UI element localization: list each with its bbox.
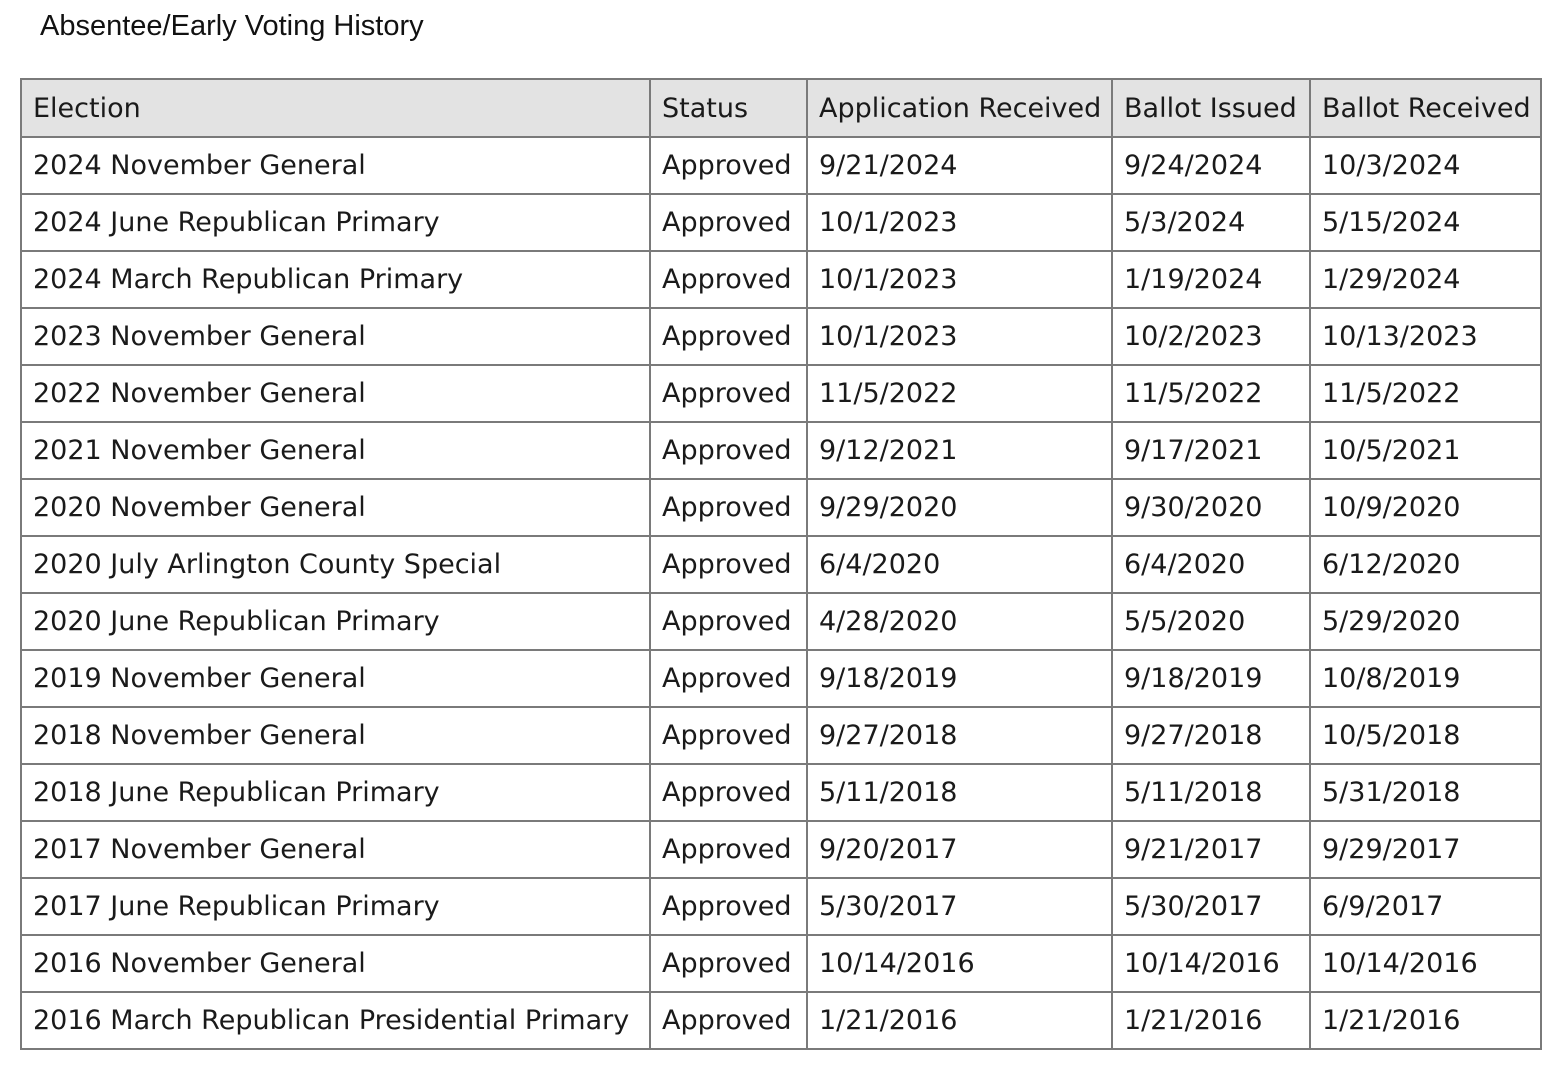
- cell-ballot-issued: 5/3/2024: [1112, 194, 1310, 251]
- cell-status: Approved: [650, 251, 807, 308]
- cell-ballot-received: 1/29/2024: [1310, 251, 1541, 308]
- column-header-status: Status: [650, 79, 807, 137]
- cell-status: Approved: [650, 137, 807, 194]
- cell-election: 2016 November General: [21, 935, 650, 992]
- cell-application-received: 9/18/2019: [807, 650, 1112, 707]
- cell-ballot-received: 5/15/2024: [1310, 194, 1541, 251]
- table-row: [21, 365, 1541, 422]
- cell-application-received: 1/21/2016: [807, 992, 1112, 1049]
- cell-election: 2018 June Republican Primary: [21, 764, 650, 821]
- cell-ballot-issued: 10/2/2023: [1112, 308, 1310, 365]
- table-row: [21, 194, 1541, 251]
- cell-ballot-issued: 1/21/2016: [1112, 992, 1310, 1049]
- cell-election: 2024 March Republican Primary: [21, 251, 650, 308]
- cell-election: 2017 June Republican Primary: [21, 878, 650, 935]
- cell-ballot-received: 9/29/2017: [1310, 821, 1541, 878]
- column-header-election: Election: [21, 79, 650, 137]
- cell-ballot-issued: 6/4/2020: [1112, 536, 1310, 593]
- cell-status: Approved: [650, 707, 807, 764]
- cell-application-received: 10/14/2016: [807, 935, 1112, 992]
- cell-application-received: 10/1/2023: [807, 308, 1112, 365]
- cell-election: 2021 November General: [21, 422, 650, 479]
- table-row: [21, 593, 1541, 650]
- cell-status: Approved: [650, 650, 807, 707]
- cell-ballot-received: 1/21/2016: [1310, 992, 1541, 1049]
- cell-application-received: 5/30/2017: [807, 878, 1112, 935]
- cell-ballot-issued: 9/21/2017: [1112, 821, 1310, 878]
- cell-ballot-issued: 5/11/2018: [1112, 764, 1310, 821]
- cell-application-received: 9/20/2017: [807, 821, 1112, 878]
- cell-election: 2020 June Republican Primary: [21, 593, 650, 650]
- column-header-ballot-received: Ballot Received: [1310, 79, 1541, 137]
- cell-status: Approved: [650, 479, 807, 536]
- cell-ballot-issued: 9/30/2020: [1112, 479, 1310, 536]
- cell-election: 2017 November General: [21, 821, 650, 878]
- cell-ballot-received: 10/3/2024: [1310, 137, 1541, 194]
- cell-election: 2016 March Republican Presidential Primary: [21, 992, 650, 1049]
- cell-ballot-issued: 5/30/2017: [1112, 878, 1310, 935]
- cell-application-received: 6/4/2020: [807, 536, 1112, 593]
- cell-election: 2018 November General: [21, 707, 650, 764]
- table-row: [21, 878, 1541, 935]
- cell-application-received: 9/21/2024: [807, 137, 1112, 194]
- cell-status: Approved: [650, 365, 807, 422]
- cell-application-received: 9/12/2021: [807, 422, 1112, 479]
- table-header: [21, 79, 1541, 137]
- table-body: [21, 137, 1541, 1049]
- table-row: [21, 935, 1541, 992]
- table-row: [21, 764, 1541, 821]
- cell-status: Approved: [650, 194, 807, 251]
- table-header-row: [21, 79, 1541, 137]
- cell-election: 2023 November General: [21, 308, 650, 365]
- cell-election: 2024 November General: [21, 137, 650, 194]
- cell-election: 2020 November General: [21, 479, 650, 536]
- cell-application-received: 5/11/2018: [807, 764, 1112, 821]
- cell-status: Approved: [650, 878, 807, 935]
- cell-application-received: 9/29/2020: [807, 479, 1112, 536]
- cell-status: Approved: [650, 821, 807, 878]
- cell-status: Approved: [650, 992, 807, 1049]
- cell-ballot-received: 10/13/2023: [1310, 308, 1541, 365]
- column-header-ballot-issued: Ballot Issued: [1112, 79, 1310, 137]
- cell-ballot-issued: 1/19/2024: [1112, 251, 1310, 308]
- cell-election: 2019 November General: [21, 650, 650, 707]
- table-row: [21, 137, 1541, 194]
- cell-status: Approved: [650, 422, 807, 479]
- cell-ballot-issued: 9/27/2018: [1112, 707, 1310, 764]
- cell-ballot-received: 6/12/2020: [1310, 536, 1541, 593]
- cell-ballot-issued: 9/17/2021: [1112, 422, 1310, 479]
- cell-status: Approved: [650, 308, 807, 365]
- cell-application-received: 4/28/2020: [807, 593, 1112, 650]
- table-row: [21, 536, 1541, 593]
- table-row: [21, 650, 1541, 707]
- table-row: [21, 479, 1541, 536]
- table-row: [21, 707, 1541, 764]
- cell-ballot-received: 5/29/2020: [1310, 593, 1541, 650]
- cell-ballot-received: 10/8/2019: [1310, 650, 1541, 707]
- cell-ballot-received: 5/31/2018: [1310, 764, 1541, 821]
- cell-ballot-issued: 10/14/2016: [1112, 935, 1310, 992]
- cell-ballot-received: 10/14/2016: [1310, 935, 1541, 992]
- cell-ballot-received: 10/9/2020: [1310, 479, 1541, 536]
- cell-application-received: 9/27/2018: [807, 707, 1112, 764]
- table-row: [21, 821, 1541, 878]
- page-title: Absentee/Early Voting History: [40, 10, 424, 42]
- cell-election: 2022 November General: [21, 365, 650, 422]
- cell-ballot-issued: 9/24/2024: [1112, 137, 1310, 194]
- cell-application-received: 10/1/2023: [807, 194, 1112, 251]
- voting-history-table: [20, 78, 1542, 1050]
- cell-application-received: 11/5/2022: [807, 365, 1112, 422]
- cell-application-received: 10/1/2023: [807, 251, 1112, 308]
- table-row: [21, 992, 1541, 1049]
- cell-status: Approved: [650, 764, 807, 821]
- cell-ballot-issued: 5/5/2020: [1112, 593, 1310, 650]
- cell-ballot-received: 11/5/2022: [1310, 365, 1541, 422]
- cell-election: 2020 July Arlington County Special: [21, 536, 650, 593]
- table-row: [21, 422, 1541, 479]
- table-row: [21, 251, 1541, 308]
- cell-ballot-received: 6/9/2017: [1310, 878, 1541, 935]
- cell-ballot-issued: 11/5/2022: [1112, 365, 1310, 422]
- cell-ballot-received: 10/5/2018: [1310, 707, 1541, 764]
- cell-status: Approved: [650, 536, 807, 593]
- table-row: [21, 308, 1541, 365]
- cell-election: 2024 June Republican Primary: [21, 194, 650, 251]
- cell-status: Approved: [650, 593, 807, 650]
- cell-ballot-received: 10/5/2021: [1310, 422, 1541, 479]
- cell-ballot-issued: 9/18/2019: [1112, 650, 1310, 707]
- cell-status: Approved: [650, 935, 807, 992]
- column-header-application-received: Application Received: [807, 79, 1112, 137]
